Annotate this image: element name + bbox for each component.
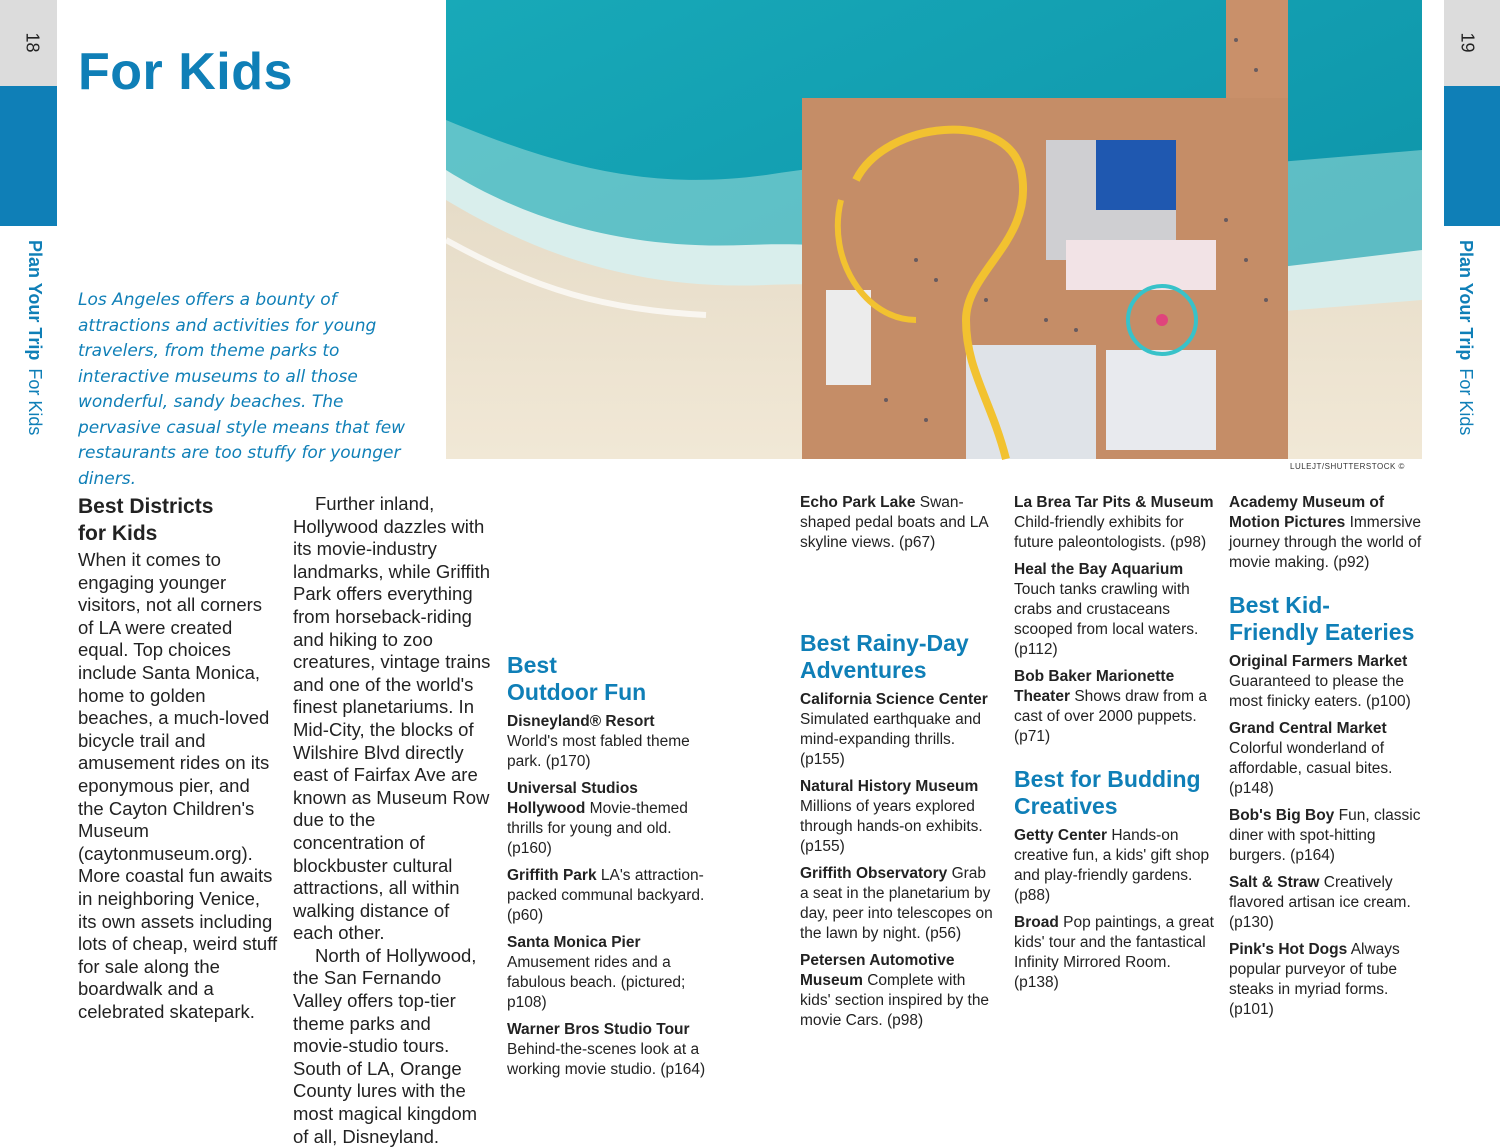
entry-item xyxy=(1014,826,1214,906)
entry-name: Echo Park Lake xyxy=(800,494,916,511)
photo-credit: LULEJT/SHUTTERSTOCK © xyxy=(1290,462,1405,471)
outdoor-column xyxy=(507,652,707,1087)
entry-item xyxy=(1229,873,1429,933)
rainy-heading-line-2: Adventures xyxy=(800,657,927,683)
districts-paragraph-1: When it comes to engaging younger visitors, not all corners of LA were created equal. Top choices include Santa Monica, home to golden beaches, a much-loved bicycle trail and amusement rides on its eponymous pier, and the Cayton Children's Museum (caytonmuseum.org). More coastal fun awaits in neighboring Venice, its own assets including lots of cheap, weird stuff for sale along the boardwalk and a celebrated skatepark. xyxy=(78,549,278,1022)
entry-description: Simulated earthquake and mind-expanding thrills. (p155) xyxy=(800,711,981,768)
page-number-left: 18 xyxy=(22,32,43,53)
rainy-column xyxy=(800,630,995,1038)
entry-item xyxy=(800,951,995,1031)
side-caption-section: Plan Your Trip xyxy=(25,240,45,361)
entry-description: Movie-themed thrills for young and old. (p160) xyxy=(507,800,688,857)
entry-item xyxy=(1229,806,1429,866)
entry-description: Swan-shaped pedal boats and LA skyline views. (p67) xyxy=(800,494,988,551)
page-number-right: 19 xyxy=(1457,32,1478,53)
entry-description: Complete with kids' section inspired by the movie Cars. (p98) xyxy=(800,972,990,1029)
entry-description: World's most fabled theme park. (p170) xyxy=(507,733,690,770)
entry-name: Bob Baker Marionette Theater xyxy=(1014,668,1175,705)
outdoor-continued xyxy=(800,493,990,560)
entry-description: Colorful wonderland of affordable, casual bites. (p148) xyxy=(1229,740,1393,797)
entry-description: Behind-the-scenes look at a working movie studio. (p164) xyxy=(507,1041,706,1078)
entry-item xyxy=(800,777,995,857)
entry-description: Immersive journey through the world of movie making. (p92) xyxy=(1229,514,1422,571)
entry-item xyxy=(507,1020,707,1080)
entry-description: Pop paintings, a great kids' tour and the fantastical Infinity Mirrored Room. (p138) xyxy=(1014,914,1214,991)
entry-item xyxy=(1229,493,1429,573)
entry-name: Santa Monica Pier xyxy=(507,934,641,951)
districts-column-1 xyxy=(78,493,278,1023)
entry-name: Griffith Observatory xyxy=(800,865,948,882)
entry-name: La Brea Tar Pits & Museum xyxy=(1014,494,1214,511)
entry-item xyxy=(1014,667,1214,747)
entry-description: Child-friendly exhibits for future paleontologists. (p98) xyxy=(1014,514,1207,551)
entry-description: Amusement rides and a fabulous beach. (pictured; p108) xyxy=(507,954,686,1011)
entry-item xyxy=(1014,913,1214,993)
entry-name: Petersen Automotive Museum xyxy=(800,952,955,989)
entry-name: Heal the Bay Aquarium xyxy=(1014,561,1184,578)
entry-name: Bob's Big Boy xyxy=(1229,807,1335,824)
page-title: For Kids xyxy=(78,43,293,101)
entry-name: Pink's Hot Dogs xyxy=(1229,941,1348,958)
entry-name: California Science Center xyxy=(800,691,988,708)
right-tab-blue xyxy=(1444,86,1500,226)
entry-description: Millions of years explored through hands-on exhibits. (p155) xyxy=(800,798,983,855)
entry-item xyxy=(507,933,707,1013)
districts-heading-line-2: for Kids xyxy=(78,522,158,545)
eateries-heading-line-2: Friendly Eateries xyxy=(1229,619,1415,645)
outdoor-heading-line-1: Best xyxy=(507,652,557,678)
rainy-heading-line-1: Best Rainy-Day xyxy=(800,630,969,656)
entry-description: Shows draw from a cast of over 2000 puppets. (p71) xyxy=(1014,688,1207,745)
entry-description: Always popular purveyor of tube steaks in myriad forms. (p101) xyxy=(1229,941,1400,1018)
entry-description: Hands-on creative fun, a kids' gift shop and play-friendly gardens. (p88) xyxy=(1014,827,1210,904)
creatives-heading-line-2: Creatives xyxy=(1014,793,1118,819)
entry-description: Guaranteed to please the most finicky eaters. (p100) xyxy=(1229,673,1411,710)
entry-name: Salt & Straw xyxy=(1229,874,1320,891)
rainy-continued-column xyxy=(1014,493,1214,1000)
entry-item xyxy=(800,493,990,553)
districts-paragraph-2: Further inland, Hollywood dazzles with its movie-industry landmarks, while Griffith Park offers everything from horseback-riding and hiking to zoo creatures, vintage trains and one of the world's finest planetariums. In Mid-City, the blocks of Wilshire Blvd directly east of Fairfax Ave are known as Museum Row due to the concentration of blockbuster cultural attractions, all within walking distance of each other. xyxy=(293,493,491,944)
pier-aerial-illustration xyxy=(446,0,1422,459)
side-caption-topic: For Kids xyxy=(25,368,45,436)
side-caption-right xyxy=(1455,240,1476,435)
entry-item xyxy=(507,779,707,859)
entry-item xyxy=(800,690,995,770)
side-caption-topic: For Kids xyxy=(1456,368,1476,436)
intro-paragraph: Los Angeles offers a bounty of attractions and activities for young travelers, from theme parks to interactive museums to all those wonderful, sandy beaches. The pervasive casual style means that few restaurants are too stuffy for younger diners. xyxy=(78,290,406,489)
eateries-heading-line-1: Best Kid- xyxy=(1229,592,1330,618)
entry-item xyxy=(1014,560,1214,660)
entry-item xyxy=(1229,719,1429,799)
entry-description: LA's attraction-packed communal backyard. (p60) xyxy=(507,867,705,924)
entry-name: Universal Studios Hollywood xyxy=(507,780,638,817)
entry-name: Griffith Park xyxy=(507,867,597,884)
districts-column-2 xyxy=(293,493,491,1147)
districts-paragraph-3: North of Hollywood, the San Fernando Valley offers top-tier theme parks and movie-studio tours. South of LA, Orange County lures with the most magical kingdom of all, Disneyland. xyxy=(293,944,478,1147)
side-caption-section: Plan Your Trip xyxy=(1456,240,1476,361)
entry-name: Original Farmers Market xyxy=(1229,653,1408,670)
eateries-column xyxy=(1229,493,1429,1027)
outdoor-heading-line-2: Outdoor Fun xyxy=(507,679,647,705)
entry-name: Natural History Museum xyxy=(800,778,979,795)
entry-item xyxy=(507,712,707,772)
entry-description: Touch tanks crawling with crabs and crustaceans scooped from local waters. (p112) xyxy=(1014,581,1199,658)
entry-description: Creatively flavored artisan ice cream. (p130) xyxy=(1229,874,1411,931)
entry-description: Fun, classic diner with spot-hitting burgers. (p164) xyxy=(1229,807,1421,864)
entry-description: Grab a seat in the planetarium by day, peer into telescopes on the lawn by night. (p56) xyxy=(800,865,993,942)
entry-name: Getty Center xyxy=(1014,827,1108,844)
entry-name: Broad xyxy=(1014,914,1059,931)
districts-heading-line-1: Best Districts xyxy=(78,495,214,518)
entry-name: Warner Bros Studio Tour xyxy=(507,1021,690,1038)
entry-item xyxy=(1229,652,1429,712)
left-tab-blue xyxy=(0,86,57,226)
entry-name: Disneyland® Resort xyxy=(507,713,655,730)
creatives-heading-line-1: Best for Budding xyxy=(1014,766,1201,792)
entry-name: Grand Central Market xyxy=(1229,720,1387,737)
entry-item xyxy=(507,866,707,926)
entry-name: Academy Museum of Motion Pictures xyxy=(1229,494,1385,531)
entry-item xyxy=(1014,493,1214,553)
santa-monica-pier-photo xyxy=(446,0,1422,459)
entry-item xyxy=(1229,940,1429,1020)
entry-item xyxy=(800,864,995,944)
side-caption-left xyxy=(24,240,45,435)
